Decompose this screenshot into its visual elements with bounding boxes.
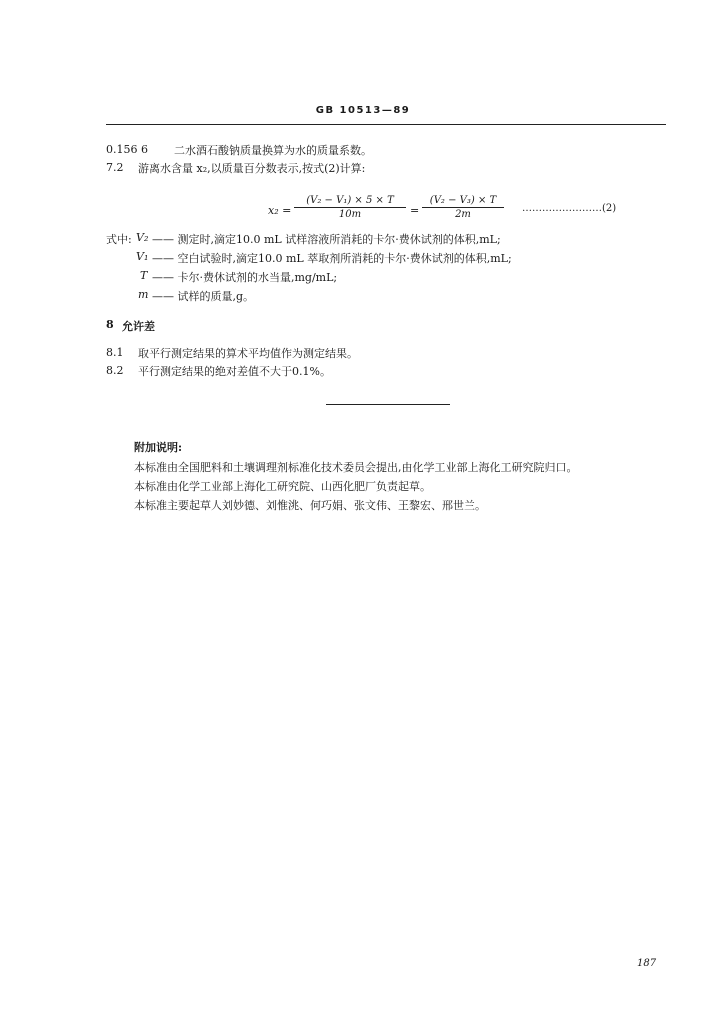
fraction-1-denominator: 10m <box>338 209 362 220</box>
fraction-1-numerator: (V₂ − V₁) × 5 × T <box>306 195 394 206</box>
clause-7-2-number: 7.2 <box>106 161 124 174</box>
additional-notes-line-2: 本标准由化学工业部上海化工研究院、山西化肥厂负责起草。 <box>134 480 431 493</box>
coefficient-description: 二水酒石酸钠质量换算为水的质量系数。 <box>174 144 372 157</box>
coefficient-value: 0.156 6 <box>106 143 148 156</box>
symbol-m: m <box>138 288 149 301</box>
section-8-number: 8 <box>106 318 114 331</box>
formula-equals: = <box>410 204 420 217</box>
symbol-v2: V₂ <box>136 231 149 244</box>
fraction-2-numerator: (V₂ − V₃) × T <box>429 195 497 206</box>
fraction-2-bar <box>422 207 504 208</box>
clause-8-2-number: 8.2 <box>106 364 124 377</box>
definition-m: —— 试样的质量,g。 <box>152 290 255 303</box>
section-8-heading: 允许差 <box>122 320 155 333</box>
clause-7-2-text: 游离水含量 x₂,以质量百分数表示,按式(2)计算: <box>138 162 366 175</box>
additional-notes-line-1: 本标准由全国肥料和土壤调理剂标准化技术委员会提出,由化学工业部上海化工研究院归口。 <box>134 461 578 474</box>
fraction-1-bar <box>294 207 406 208</box>
page-number: 187 <box>637 958 657 969</box>
definition-v1: —— 空白试验时,滴定10.0 mL 萃取剂所消耗的卡尔·费休试剂的体积,mL; <box>152 252 512 265</box>
definition-t: —— 卡尔·费休试剂的水当量,mg/mL; <box>152 271 338 284</box>
end-of-text-rule <box>326 404 450 405</box>
equation-number: ……………………(2) <box>522 203 617 214</box>
fraction-2-denominator: 2m <box>455 209 471 220</box>
header-rule <box>106 124 666 125</box>
formula-fraction-2 <box>422 195 504 220</box>
symbol-v1: V₁ <box>136 250 149 263</box>
clause-8-1-text: 取平行测定结果的算术平均值作为测定结果。 <box>138 347 358 360</box>
formula-fraction-1 <box>294 195 406 220</box>
clause-8-2-text: 平行测定结果的绝对差值不大于0.1%。 <box>138 365 331 378</box>
definitions-lead: 式中: <box>106 233 132 246</box>
additional-notes-line-3: 本标准主要起草人刘妙德、刘惟洮、何巧娟、张文伟、王黎宏、邢世兰。 <box>134 499 486 512</box>
standard-code-header: GB 10513—89 <box>315 105 411 116</box>
clause-8-1-number: 8.1 <box>106 346 124 359</box>
formula-lhs: x₂ = <box>268 204 292 217</box>
additional-notes-title: 附加说明: <box>134 441 183 454</box>
symbol-t: T <box>140 269 148 282</box>
definition-v2: —— 测定时,滴定10.0 mL 试样溶液所消耗的卡尔·费休试剂的体积,mL; <box>152 233 501 246</box>
